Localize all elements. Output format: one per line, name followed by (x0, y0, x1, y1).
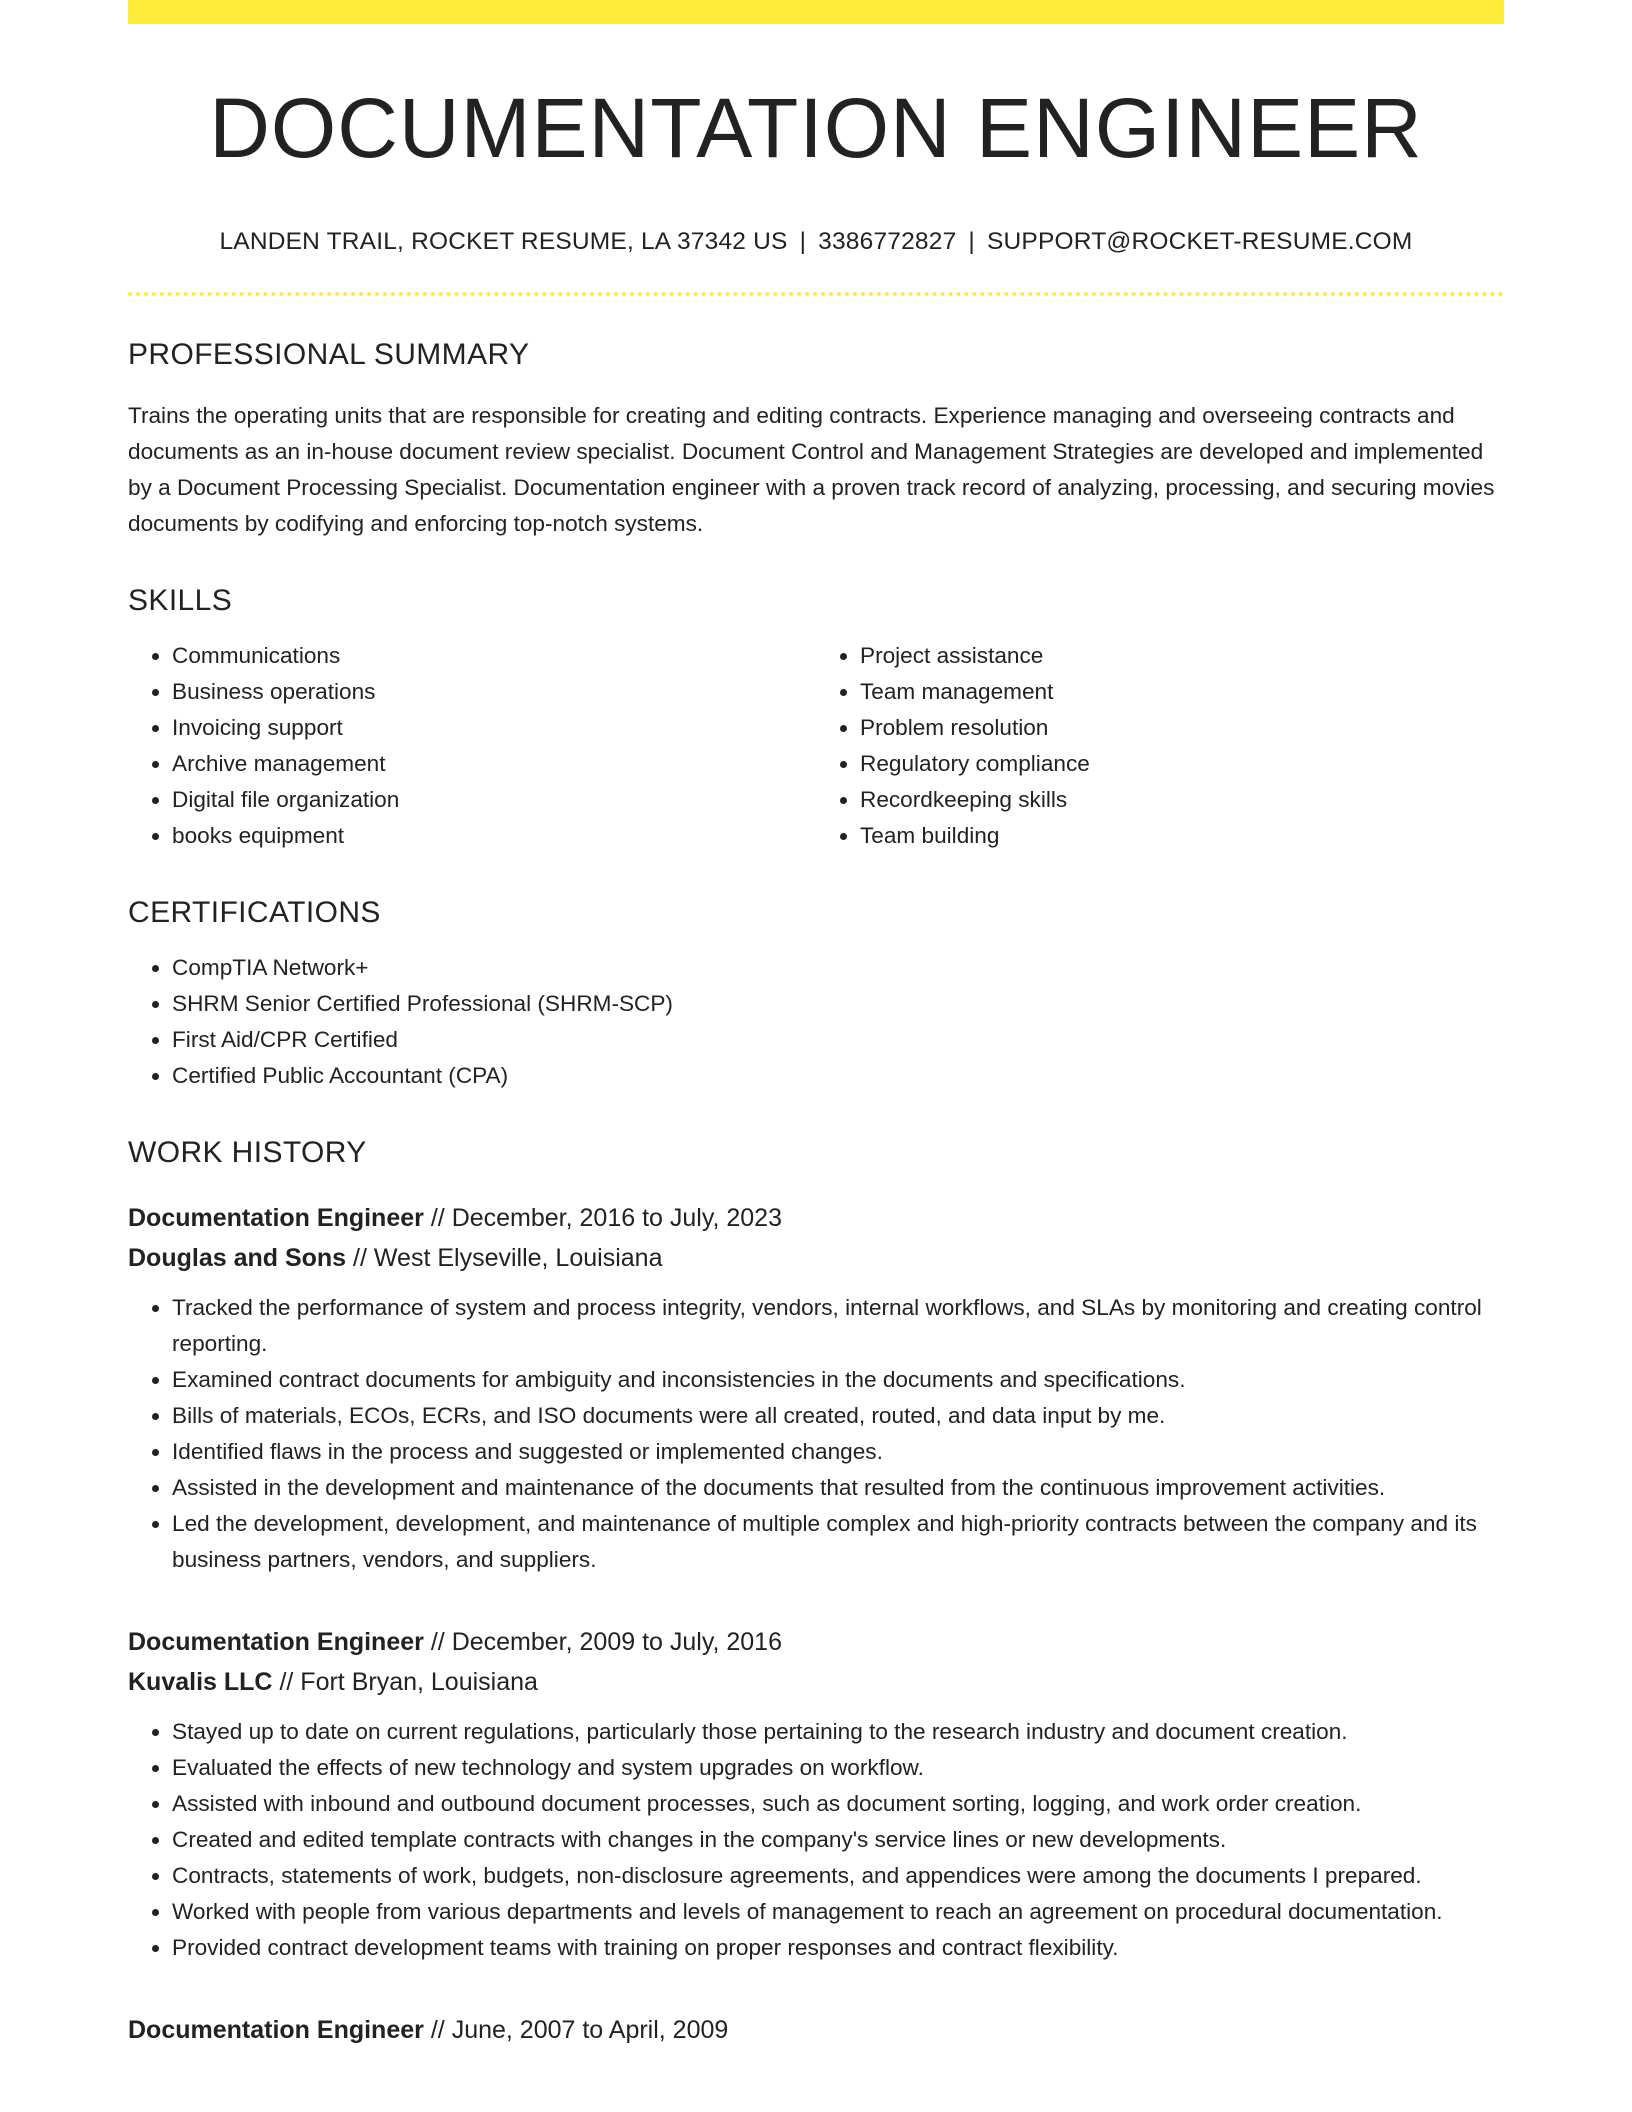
accent-bar (128, 0, 1504, 24)
job-bullet: • Identified flaws in the process and suggested or implemented changes. (172, 1434, 1504, 1470)
certification-item: • First Aid/CPR Certified (172, 1022, 1504, 1058)
skill-item: • Problem resolution (860, 710, 1504, 746)
job-company-line (128, 1238, 1504, 1278)
section-heading: CERTIFICATIONS (128, 896, 381, 930)
job-title-line (128, 2010, 1504, 2050)
job-location: West Elyseville, Louisiana (373, 1244, 663, 1273)
skill-item: • Team building (860, 818, 1504, 854)
contact-phone: 3386772827 (818, 228, 957, 256)
resume-title: DOCUMENTATION ENGINEER (209, 81, 1423, 175)
skills-list-left (128, 638, 816, 854)
job-title: Documentation Engineer (128, 1204, 424, 1233)
job-dates: December, 2009 to July, 2016 (451, 1628, 782, 1657)
job-bullet: • Assisted in the development and maintenance of the documents that resulted from the continuous improvement activities. (172, 1470, 1504, 1506)
job-bullet: • Assisted with inbound and outbound document processes, such as document sorting, logging, and work order creation. (172, 1786, 1504, 1822)
job-divider: // (430, 2016, 445, 2045)
job-location: Fort Bryan, Louisiana (300, 1668, 538, 1697)
job-bullets (128, 1714, 1504, 1966)
job-title: Documentation Engineer (128, 2016, 424, 2045)
summary-section (128, 340, 1504, 542)
certification-item: • SHRM Senior Certified Professional (SHRM-SCP) (172, 986, 1504, 1022)
job-dates: December, 2016 to July, 2023 (451, 1204, 782, 1233)
section-heading: PROFESSIONAL SUMMARY (128, 338, 530, 372)
certification-item: • Certified Public Accountant (CPA) (172, 1058, 1504, 1094)
job-divider: // (353, 1244, 367, 1273)
job-bullet: • Contracts, statements of work, budgets, non-disclosure agreements, and appendices were among the documents I prepared. (172, 1858, 1504, 1894)
skill-item: • Regulatory compliance (860, 746, 1504, 782)
skill-item: • Communications (172, 638, 816, 674)
contact-line (128, 228, 1504, 256)
contact-separator: | (799, 228, 807, 256)
job-bullet: • Stayed up to date on current regulations, particularly those pertaining to the research industry and document creation. (172, 1714, 1504, 1750)
job-divider: // (279, 1668, 294, 1697)
skill-item: • Project assistance (860, 638, 1504, 674)
contact-separator: | (968, 228, 975, 256)
jobs-container (128, 1198, 1504, 2050)
skill-item: • Business operations (172, 674, 816, 710)
job-divider: // (430, 1628, 445, 1657)
job-bullet: • Examined contract documents for ambiguity and inconsistencies in the documents and specifications. (172, 1362, 1504, 1398)
certifications-list (128, 950, 1504, 1094)
section-heading: WORK HISTORY (128, 1136, 367, 1170)
skill-item: • Invoicing support (172, 710, 816, 746)
skills-section (128, 586, 1504, 854)
job-bullet: • Created and edited template contracts with changes in the company's service lines or new developments. (172, 1822, 1504, 1858)
skill-item: • Recordkeeping skills (860, 782, 1504, 818)
job-divider: // (430, 1204, 445, 1233)
job-bullet: • Worked with people from various departments and levels of management to reach an agreement on procedural documentation. (172, 1894, 1504, 1930)
contact-email: SUPPORT@ROCKET-RESUME.COM (986, 228, 1413, 256)
dotted-divider (128, 292, 1504, 296)
certifications-section (128, 898, 1504, 1094)
job-title: Documentation Engineer (128, 1628, 424, 1657)
skill-item: • Digital file organization (172, 782, 816, 818)
job-company: Kuvalis LLC (128, 1668, 273, 1697)
job-entry (128, 2010, 1504, 2050)
job-dates: June, 2007 to April, 2009 (451, 2016, 729, 2045)
skill-item: • Archive management (172, 746, 816, 782)
skill-item: • books equipment (172, 818, 816, 854)
job-bullet: • Evaluated the effects of new technology and system upgrades on workflow. (172, 1750, 1504, 1786)
section-heading: SKILLS (128, 584, 233, 618)
resume-page (128, 0, 1504, 2050)
job-bullets (128, 1290, 1504, 1578)
job-entry (128, 1198, 1504, 1578)
job-bullet: • Led the development, development, and maintenance of multiple complex and high-priority contracts between the company and its business partners, vendors, and suppliers. (172, 1506, 1504, 1578)
job-title-line (128, 1198, 1504, 1238)
job-company: Douglas and Sons (128, 1244, 347, 1273)
certification-item: • CompTIA Network+ (172, 950, 1504, 986)
job-entry (128, 1622, 1504, 1966)
skills-list-right (816, 638, 1504, 854)
job-bullet: • Provided contract development teams with training on proper responses and contract flexibility. (172, 1930, 1504, 1966)
summary-text: Trains the operating units that are responsible for creating and editing contracts. Experience managing and overseeing contracts and documents as an in-house document review specialist. Document Control and Management Strategies are developed and implemented by a Document Processing Specialist. Documentation engineer with a proven track record of analyzing, processing, and securing movies documents by codifying and enforcing top-notch systems. (128, 403, 1495, 537)
work-history-section (128, 1138, 1504, 2050)
skills-columns (128, 638, 1504, 854)
job-bullet: • Tracked the performance of system and process integrity, vendors, internal workflows, and SLAs by monitoring and creating control reporting. (172, 1290, 1504, 1362)
job-bullet: • Bills of materials, ECOs, ECRs, and ISO documents were all created, routed, and data input by me. (172, 1398, 1504, 1434)
skill-item: • Team management (860, 674, 1504, 710)
job-company-line (128, 1662, 1504, 1702)
job-title-line (128, 1622, 1504, 1662)
contact-address: LANDEN TRAIL, ROCKET RESUME, LA 37342 US (219, 228, 788, 256)
